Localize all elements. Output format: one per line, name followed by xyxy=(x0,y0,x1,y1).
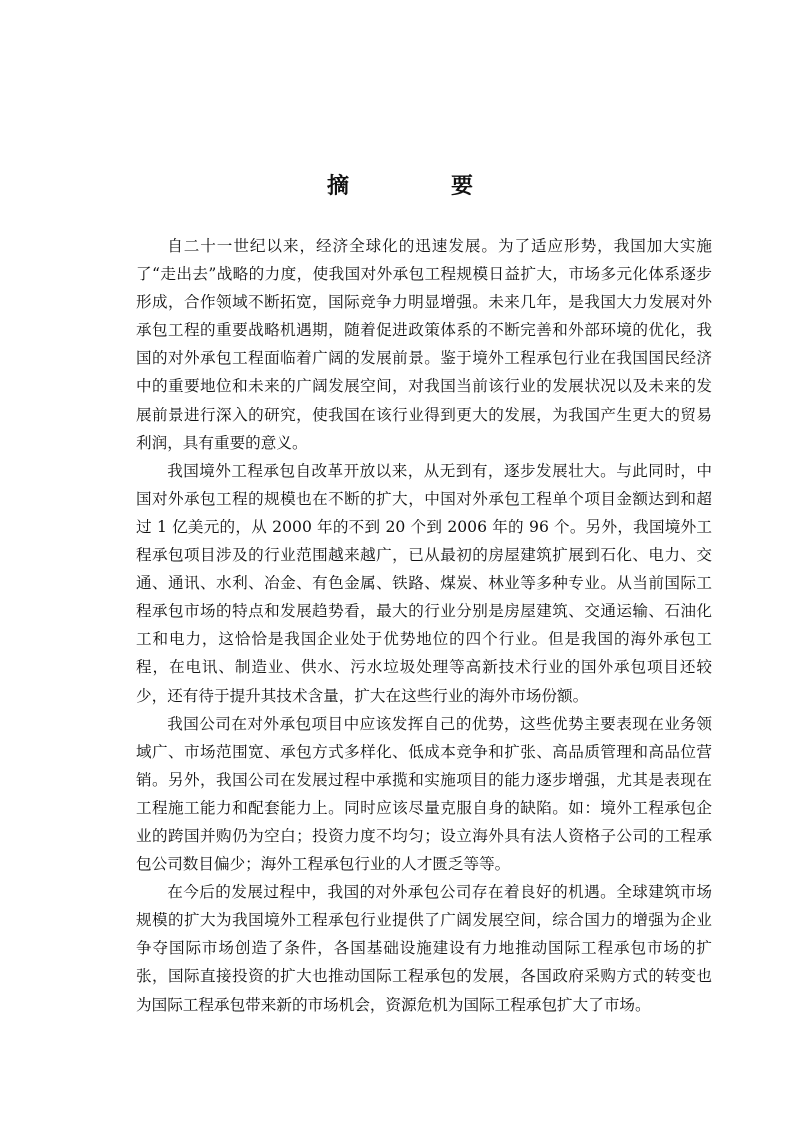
abstract-paragraph-4: 在今后的发展过程中，我国的对外承包公司存在着良好的机遇。全球建筑市场规模的扩大为我国境外工程承包行业提供了广阔发展空间，综合国力的增强为企业争夺国际市场创造了条件，各国基础设施建设有力地推动国际工程承包市场的扩张，国际直接投资的扩大也推动国际工程承包的发展，各国政府采购方式的转变也为国际工程承包带来新的市场机会，资源危机为国际工程承包扩大了市场。 xyxy=(136,883,712,1014)
abstract-paragraph-1: 自二十一世纪以来，经济全球化的迅速发展。为了适应形势，我国加大实施了“走出去”战略的力度，使我国对外承包工程规模日益扩大，市场多元化体系逐步形成，合作领域不断拓宽，国际竞争力明显增强。未来几年，是我国大力发展对外承包工程的重要战略机遇期，随着促进政策体系的不断完善和外部环境的优化，我国的对外承包工程面临着广阔的发展前景。鉴于境外工程承包行业在我国国民经济中的重要地位和未来的广阔发展空间，对我国当前该行业的发展状况以及未来的发展前景进行深入的研究，使我国在该行业得到更大的发展，为我国产生更大的贸易利润，具有重要的意义。 xyxy=(136,237,712,452)
abstract-paragraph-3: 我国公司在对外承包项目中应该发挥自己的优势，这些优势主要表现在业务领域广、市场范围宽、承包方式多样化、低成本竞争和扩张、高品质管理和高品位营销。另外，我国公司在发展过程中承揽和实施项目的能力逐步增强，尤其是表现在工程施工能力和配套能力上。同时应该尽量克服自身的缺陷。如：境外工程承包企业的跨国并购仍为空白；投资力度不均匀；设立海外具有法人资格子公司的工程承包公司数目偏少；海外工程承包行业的人才匮乏等等。 xyxy=(136,714,712,874)
abstract-body xyxy=(136,232,712,1019)
abstract-title: 摘 要 xyxy=(326,173,513,199)
abstract-paragraph-2: 我国境外工程承包自改革开放以来，从无到有，逐步发展壮大。与此同时，中国对外承包工程的规模也在不断的扩大，中国对外承包工程单个项目金额达到和超过 1 亿美元的，从 2000 年的不到 20 个到 2006 年的 96 个。另外，我国境外工程承包项目涉及的行业范围越来越广，已从最初的房屋建筑扩展到石化、电力、交通、通讯、水利、冶金、有色金属、铁路、煤炭、林业等多种专业。从当前国际工程承包市场的特点和发展趋势看，最大的行业分别是房屋建筑、交通运输、石油化工和电力，这恰恰是我国企业处于优势地位的四个行业。但是我国的海外承包工程，在电讯、制造业、供水、污水垃圾处理等高新技术行业的国外承包项目还较少，还有待于提升其技术含量，扩大在这些行业的海外市场份额。 xyxy=(136,461,712,705)
